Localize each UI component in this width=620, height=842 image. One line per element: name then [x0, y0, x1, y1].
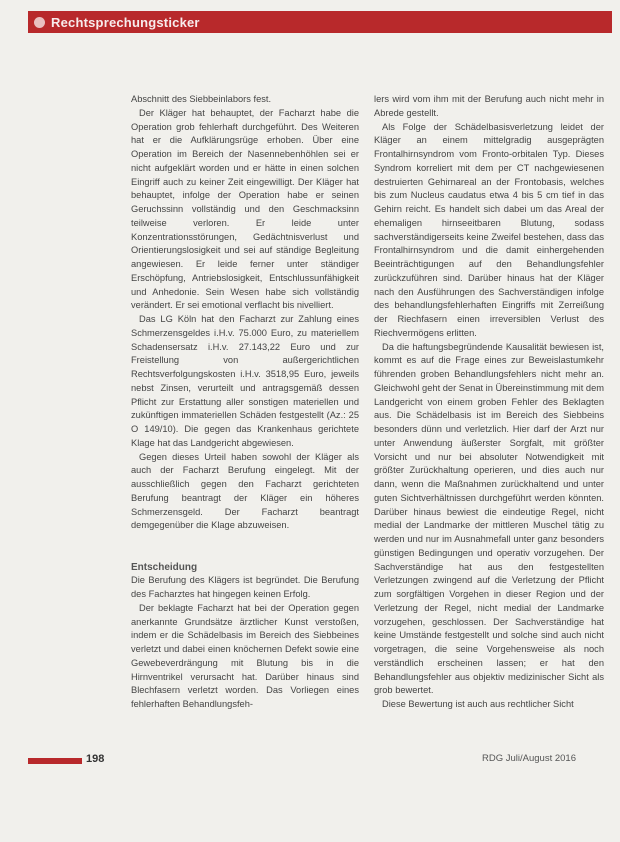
paragraph: Der Kläger hat behauptet, der Facharzt habe die Operation grob fehlerhaft durchgeführt. Des Weiteren hat er die Aufklärungsrüge erhoben. Über eine Operation im Bereich der Nasennebenhöhlen sei er nicht aufgeklärt worden und er hätte in einen solchen Eingriff auch zu keiner Zeit eingewilligt. Der Kläger hat behauptet, infolge der Operation habe er seinen Geruchssinn vollständig und den Geschmacksinn teilweise verloren. Er leide unter Konzentrationsstörungen, Gedächtnisverlust und Orientierungslosigkeit und sei auf ständige Begleitung angewiesen. Er leide ferner unter ständiger Erschöpfung, Antriebslosigkeit, Entschlussunfähigkeit und Anhedonie. Sein Wesen habe sich vollständig verändert. Er sei emotional verflacht bis nivelliert.	[131, 107, 359, 311]
footer-accent-bar	[28, 758, 82, 764]
journal-issue: RDG Juli/August 2016	[482, 753, 576, 764]
right-text-column	[374, 93, 604, 712]
paragraph: Da die haftungsbegründende Kausalität bewiesen ist, kommt es auf die Frage eines zur Beweislastumkehr führenden groben Behandlungsfehlers nicht mehr an. Gleichwohl geht der Senat in Übereinstimmung mit dem Landgericht von einem groben Fehler des Beklagten aus. Die Schädelbasis ist im Bereich des Siebbeins besonders dünn und verletzlich. Hier darf der Arzt nur unter Anwendung äußerster Sorgfalt, mit größter Vorsicht und nur bei absoluter Notwendigkeit mit größter Zurückhaltung operieren, und dies auch nur dann, wenn die Maßnahmen zurückhaltend und unter guten Sichtverhältnissen durchgeführt werden könnten. Darüber hinaus bewiest die eindeutige Regel, nicht medial der Landmarke der mittleren Muschel tätig zu werden und nur im Ausnahmefall unter ganz besonders günstigen Bedingungen und operativ vorzugehen. Der Sachverständige hat aus den festgestellten Verletzungen zwingend auf die Verletzung der Pflicht zum sorgfältigen Vorgehen in dieser Region und der Verletzung der Regel, nicht medial der Landmarke vorzugehen, geschlossen. Der Sachverständige hat keine Umstände festgestellt und solche sind auch nicht vorgetragen, die seine Vorgehensweise als noch verständlich erscheinen lassen; er hat den Behandlungsfehler aus objektiv medizinischer Sicht als grob bewertet.	[374, 341, 604, 696]
section-heading: Entscheidung	[131, 561, 198, 573]
section-header-bar	[28, 11, 612, 33]
page-number: 198	[86, 753, 105, 765]
paragraph: Das LG Köln hat den Facharzt zur Zahlung eines Schmerzensgeldes i.H.v. 75.000 Euro, zu materiellem Schadensersatz i.H.v. 27.143,22 Euro und zur Freistellung von außergerichtlichen Rechtsverfolgungskosten i.H.v. 3518,95 Euro, jeweils nebst Zinsen, verurteilt und antragsgemäß dessen Pflicht zur Erstattung aller sonstigen materiellen und zukünftigen immateriellen Schäden festgestellt (Az.: 25 O 149/10). Die gegen das Krankenhaus gerichtete Klage hat das Landgericht abgewiesen.	[131, 314, 359, 448]
header-bullet-icon	[34, 17, 45, 28]
paragraph: lers wird vom ihm mit der Berufung auch nicht mehr in Abrede gestellt.	[374, 94, 604, 118]
paragraph: Die Berufung des Klägers ist begründet. Die Berufung des Facharztes hat hingegen keinen Erfolg.	[131, 575, 359, 599]
paragraph: Gegen dieses Urteil haben sowohl der Kläger als auch der Facharzt Berufung eingelegt. Mit der ausschließlich gegen den Facharzt gerichteten Berufung beantragt der Kläger ein höheres Schmerzensgeld. Der Facharzt beantragt demgegenüber die Klage abzuweisen.	[131, 451, 359, 531]
paragraph: Diese Bewertung ist auch aus rechtlicher Sicht	[382, 699, 574, 709]
paragraph: Abschnitt des Siebbeinlabors fest.	[131, 94, 272, 104]
paragraph: Der beklagte Facharzt hat bei der Operation gegen anerkannte Grundsätze ärztlicher Kunst verstoßen, indem er die Schädelbasis im Bereich des Siebbeines verletzt und dabei einen knöchernen Defekt sowie eine Gewebeverdrängung mit Blutung bis in die Hirnventrikel verursacht hat. Darüber hinaus sind Blechfasern verletzt worden. Das Vorliegen eines fehlerhaften Behandlungsfeh-	[131, 602, 359, 709]
paragraph: Als Folge der Schädelbasisverletzung leidet der Kläger an einem mittelgradig ausgeprägten Frontalhirnsyndrom vom Fronto-orbitalen Typ. Dieses Syndrom korreliert mit dem per CT nachgewiesenen destruierten Gehirnareal an der Frontobasis, welches bis zum Nucleus caudatus etwa 4 bis 5 cm tief in das Gehirn reicht. Es handelt sich dabei um das Areal der ehemaligen hirnseeitbaren Blutung, sodass sachverständigerseits keine Zweifel bestehen, dass das Frontalhirnsyndrom und die damit einhergehenden Beeinträchtigungen auf den Behandlungsfehler zurückzuführen sind. Darüber hinaus hat der Kläger nach den Ausführungen des Sachverständigen infolge des behandlungsfehlerhaften Eingriffs mit Zerreißung der Riechfasern einen irreversiblen Verlust des Riechvermögens erlitten.	[374, 121, 604, 338]
left-text-column	[131, 93, 359, 712]
section-title: Rechtsprechungsticker	[51, 14, 200, 30]
